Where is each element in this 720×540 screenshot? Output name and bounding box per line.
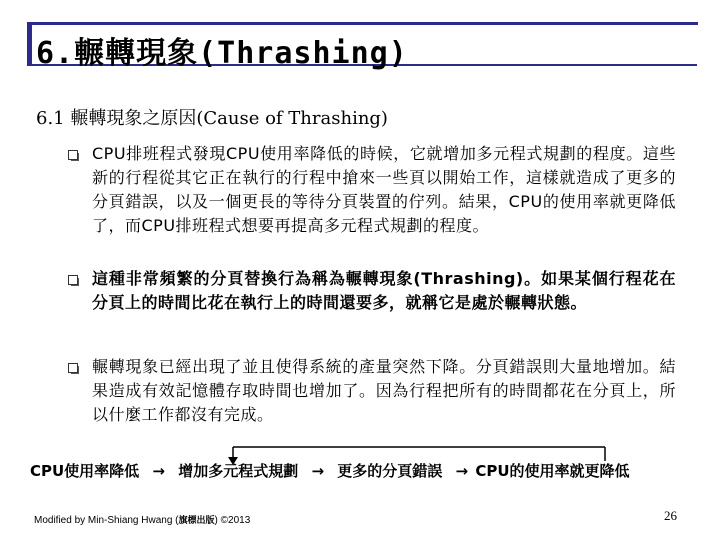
flow-step-increase-multiprogramming: 增加多元程式規劃	[178, 462, 299, 480]
publisher-logo: 旗標出版	[178, 515, 215, 525]
bullet-text: CPU排班程式發現CPU使用率降低的時候，它就增加多元程式規劃的程度。這些新的行程從其它正在執行的行程中搶來一些頁以開始工作，這樣就造成了更多的分頁錯誤，以及一個更長的等待分頁裝置的佇列。結果，CPU的使用率就更降低了，而CPU排班程式想要再提高多元程式規劃的程度。	[92, 144, 676, 235]
footer-prefix: Modified by Min-Shiang Hwang (	[34, 515, 179, 526]
footer-credit	[34, 513, 250, 526]
arrow-right-icon: →	[152, 462, 165, 480]
arrow-right-icon: →	[455, 462, 469, 480]
slide-title: 6.輾轉現象(Thrashing)	[36, 36, 408, 71]
flow-step-cpu-low: CPU使用率降低	[30, 462, 140, 480]
flow-step-more-page-faults: 更多的分頁錯誤	[337, 462, 443, 480]
flow-step-cpu-lower: CPU的使用率就更降低	[475, 462, 630, 480]
bullet-text-emphasis: 這種非常頻繁的分頁替換行為稱為輾轉現象(Thrashing)。如果某個行程花在分頁上的時間比花在執行上的時間還要多，就稱它是處於輾轉狀態。	[92, 269, 676, 312]
section-heading: 6.1 輾轉現象之原因(Cause of Thrashing)	[36, 108, 388, 129]
footer-suffix: ) ©2013	[214, 515, 251, 526]
bullet-text: 輾轉現象已經出現了並且使得系統的產量突然下降。分頁錯誤則大量地增加。結果造成有效記憶體存取時間也增加了。因為行程把所有的時間都花在分頁上，所以什麼工作都沒有完成。	[92, 357, 676, 424]
page-number: 26	[664, 508, 677, 523]
arrow-right-icon: →	[311, 462, 325, 480]
thrashing-cycle-flow	[30, 460, 630, 481]
